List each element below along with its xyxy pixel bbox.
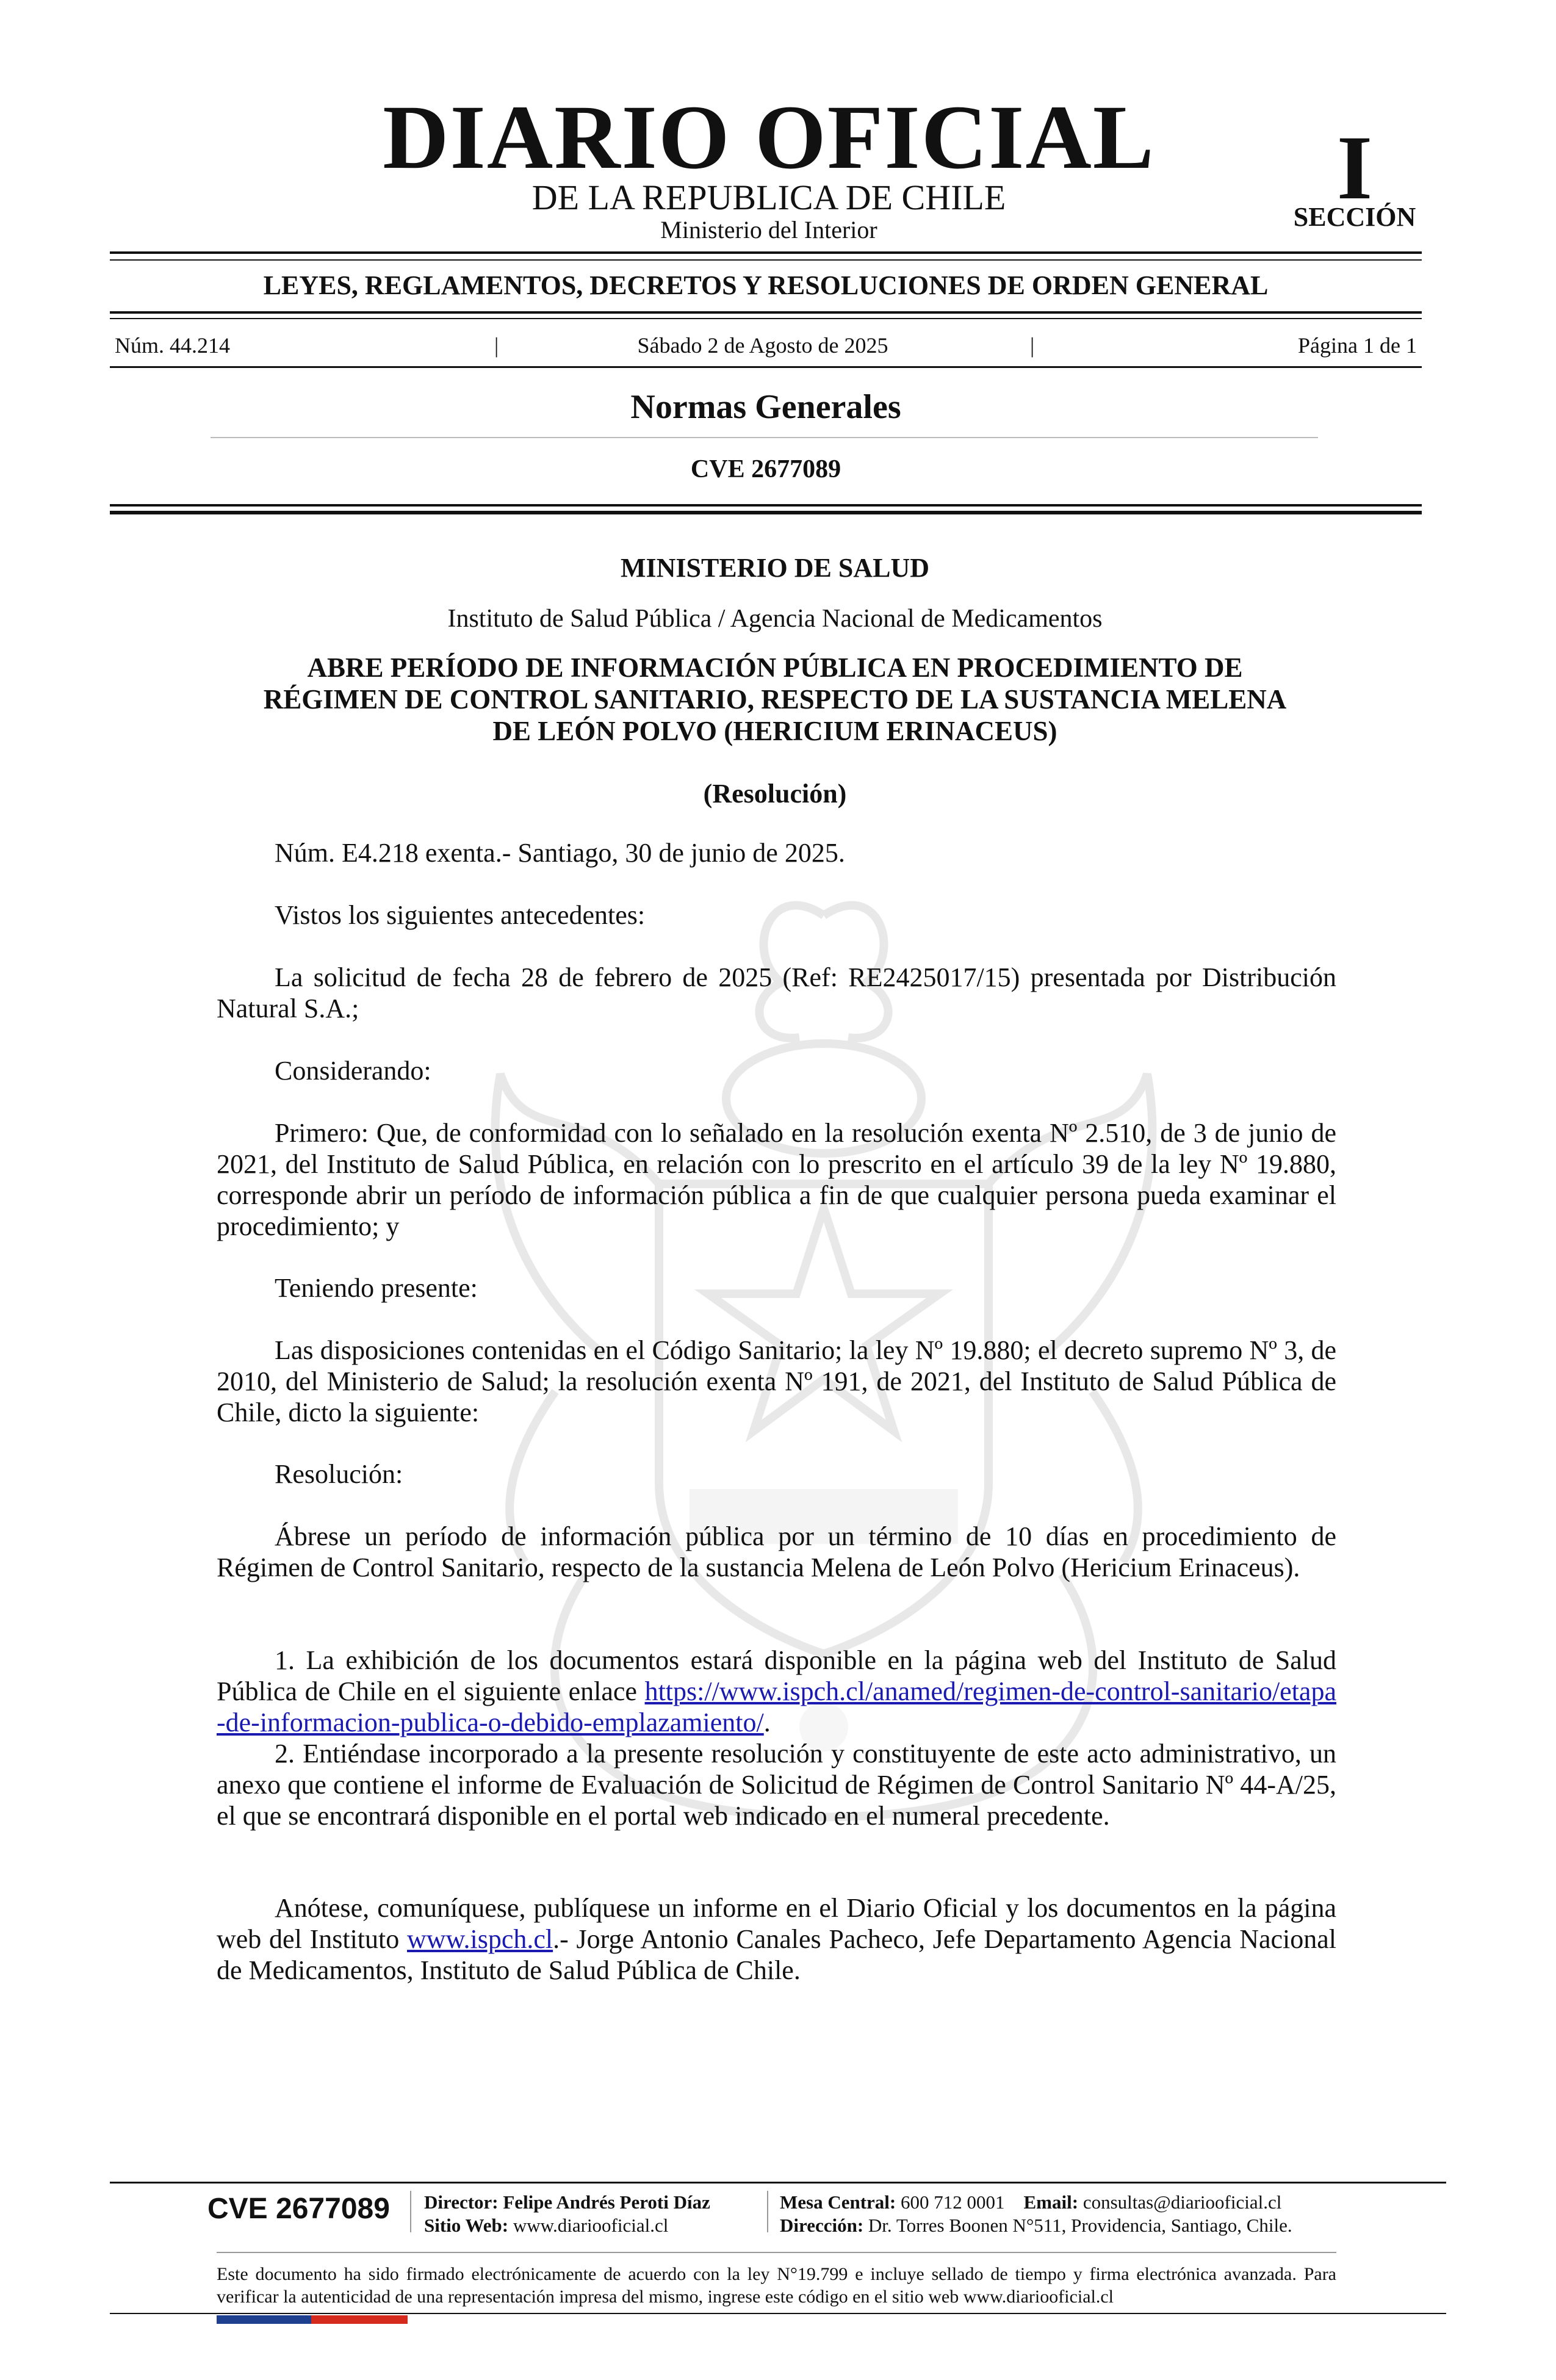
mesa-value: 600 712 0001 xyxy=(901,2191,1005,2213)
ispch-regimen-link[interactable]: https://www.ispch.cl/anamed/regimen-de-control-sanitario/etapa-de-informacion-publica-o-debido-emplazamiento/ xyxy=(217,1676,1336,1737)
document-ministry: MINISTERIO DE SALUD xyxy=(620,553,930,583)
masthead-title: DIARIO OFICIAL xyxy=(383,87,1155,188)
title-line: RÉGIMEN DE CONTROL SANITARIO, RESPECTO DE LA SUSTANCIA MELENA xyxy=(263,684,1287,715)
email-label: Email: xyxy=(1023,2191,1079,2213)
page-indicator: Página 1 de 1 xyxy=(1298,333,1417,358)
header-rule xyxy=(110,259,1422,261)
footer-bottom-rule xyxy=(110,2313,1446,2314)
banner-rule xyxy=(110,318,1422,319)
issue-number: Núm. 44.214 xyxy=(115,333,230,358)
disposiciones-paragraph: Las disposiciones contenidas en el Código Sanitario; la ley Nº 19.880; el decreto supremo Nº 3, de 2010, del Ministerio de Salud; la resolución exenta Nº 191, de 2021, del Instituto de Salud Pública de Chile, dicto la siguiente: xyxy=(217,1335,1336,1427)
section-title: Normas Generales xyxy=(630,388,901,426)
anotese-end: .- Jorge Antonio Canales Pacheco, Jefe Departamento Agencia Nacional de Medicamentos, Instituto de Salud Pública de Chile. xyxy=(217,1924,1337,1985)
header-rule xyxy=(110,251,1422,254)
mesa-label: Mesa Central: xyxy=(780,2191,896,2213)
footer-director-block xyxy=(424,2191,766,2237)
title-line: ABRE PERÍODO DE INFORMACIÓN PÚBLICA EN PROCEDIMIENTO DE xyxy=(307,652,1243,683)
vistos-heading: Vistos los siguientes antecedentes: xyxy=(275,900,646,930)
item-2-paragraph: 2. Entiéndase incorporado a la presente resolución y constituyente de este acto administrativo, un anexo que contiene el informe de Evaluación de Solicitud de Régimen de Control Sanitario Nº 44-A/25, el que se encontrará disponible en el portal web indicado en el numeral precedente. xyxy=(217,1739,1336,1831)
address-label: Dirección: xyxy=(780,2215,864,2236)
footer-note-rule xyxy=(217,2252,1336,2253)
anotese-paragraph xyxy=(217,1892,1336,1986)
banner-rule xyxy=(110,311,1422,314)
director-label: Director: xyxy=(424,2191,499,2213)
item-1-text: 1. La exhibición de los documentos estará disponible en la página web del Instituto de Salud Pública de Chile en el siguiente enlace xyxy=(217,1645,1336,1706)
teniendo-heading: Teniendo presente: xyxy=(275,1273,478,1303)
section-label: SECCIÓN xyxy=(1293,202,1416,232)
item-1-paragraph xyxy=(217,1645,1336,1738)
masthead-subtitle: DE LA REPUBLICA DE CHILE xyxy=(531,178,1006,217)
resolucion-heading: Resolución: xyxy=(275,1459,403,1489)
site-label: Sitio Web: xyxy=(424,2215,509,2236)
title-line: DE LEÓN POLVO (HERICIUM ERINACEUS) xyxy=(492,716,1057,746)
footer-rule xyxy=(110,2182,1446,2183)
resolution-number: Núm. E4.218 exenta.- Santiago, 30 de junio de 2025. xyxy=(275,838,845,868)
separator: | xyxy=(494,333,499,358)
site-value: www.diariooficial.cl xyxy=(513,2215,669,2236)
flag-stripe-blue xyxy=(217,2315,311,2324)
abrese-paragraph: Ábrese un período de información pública por un término de 10 días en procedimiento de Régimen de Control Sanitario, respecto de la sustancia Melena de León Polvo (Hericium Erinaceus). xyxy=(217,1521,1336,1582)
footer-signature-note: Este documento ha sido firmado electrónicamente de acuerdo con la ley N°19.799 e incluye sellado de tiempo y firma electrónica avanzada. Para verificar la autenticidad de una representación impresa del mismo, ingrese este código en el sitio web www.diariooficial.cl xyxy=(217,2264,1336,2307)
ispch-link[interactable]: www.ispch.cl xyxy=(407,1924,553,1954)
item-1-end: . xyxy=(763,1707,771,1737)
document-title xyxy=(214,652,1336,747)
section-number: I xyxy=(1336,117,1373,218)
footer-contact-block xyxy=(780,2191,1353,2237)
address-value: Dr. Torres Boonen N°511, Providencia, Santiago, Chile. xyxy=(868,2215,1292,2236)
document-type: (Resolución) xyxy=(703,779,847,809)
document-institute: Instituto de Salud Pública / Agencia Nacional de Medicamentos xyxy=(447,605,1103,633)
anotese-text: Anótese, comuníquese, publíquese un informe en el Diario Oficial y los documentos en la página web del Instituto xyxy=(217,1893,1336,1954)
flag-stripe-red xyxy=(311,2315,408,2324)
director-name: Felipe Andrés Peroti Díaz xyxy=(503,2191,710,2213)
masthead-ministry: Ministerio del Interior xyxy=(660,216,877,243)
category-banner: LEYES, REGLAMENTOS, DECRETOS Y RESOLUCIONES DE ORDEN GENERAL xyxy=(263,270,1269,300)
cve-rule xyxy=(110,504,1422,507)
footer-divider xyxy=(767,2191,768,2232)
footer-divider xyxy=(410,2191,411,2232)
solicitud-paragraph: La solicitud de fecha 28 de febrero de 2025 (Ref: RE2425017/15) presentada por Distribución Natural S.A.; xyxy=(217,962,1336,1023)
footer-cve: CVE 2677089 xyxy=(207,2193,390,2225)
cve-code: CVE 2677089 xyxy=(690,455,841,483)
section-underline xyxy=(211,437,1318,438)
issue-date: Sábado 2 de Agosto de 2025 xyxy=(637,333,888,358)
considerando-heading: Considerando: xyxy=(275,1056,431,1086)
info-rule xyxy=(110,366,1422,368)
issue-info-bar xyxy=(110,333,1422,359)
email-value: consultas@diariooficial.cl xyxy=(1082,2191,1282,2213)
separator: | xyxy=(1030,333,1035,358)
primero-paragraph: Primero: Que, de conformidad con lo señalado en la resolución exenta Nº 2.510, de 3 de junio de 2021, del Instituto de Salud Pública, en relación con lo prescrito en el artículo 39 de la ley Nº 19.880, corresponde abrir un período de información pública a fin de que cualquier persona pueda examinar el procedimiento; y xyxy=(217,1118,1336,1241)
cve-rule xyxy=(110,511,1422,514)
